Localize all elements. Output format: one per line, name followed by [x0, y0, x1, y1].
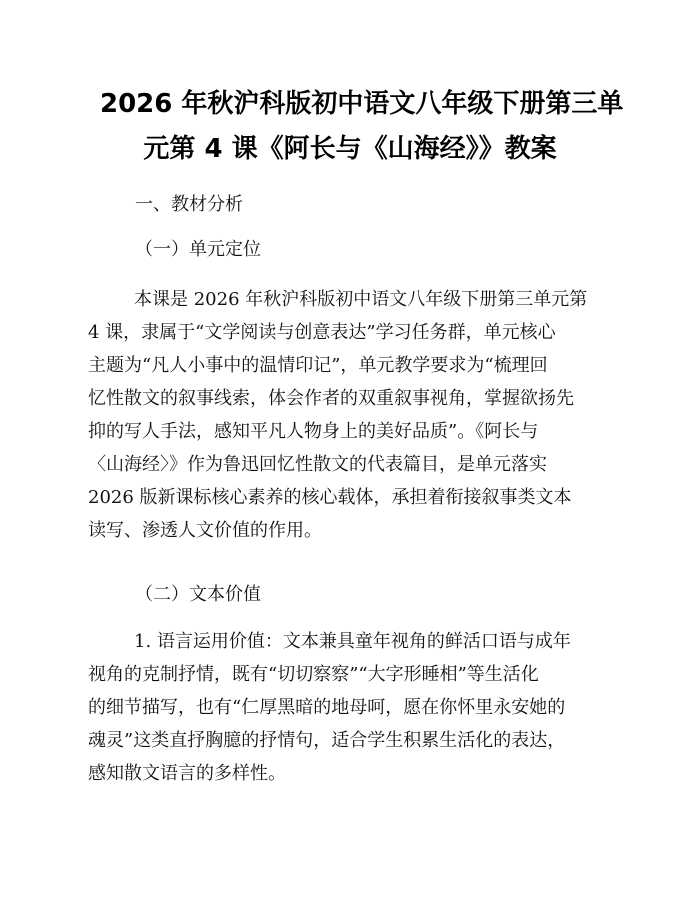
paragraph-line: 的细节描写，也有“仁厚黑暗的地母呵，愿在你怀里永安她的	[88, 697, 566, 718]
paragraph-line: 魂灵”这类直抒胸臆的抒情句，适合学生积累生活化的表达，	[88, 730, 566, 751]
paragraph-line: 〈山海经〉》作为鲁迅回忆性散文的代表篇目，是单元落实	[88, 454, 547, 475]
section-heading-textbook-analysis: 一、教材分析	[135, 194, 243, 215]
paragraph-language-value	[88, 625, 618, 790]
paragraph-line: 感知散文语言的多样性。	[88, 763, 286, 784]
paragraph-line: 主题为“凡人小事中的温情印记”，单元教学要求为“梳理回	[88, 355, 548, 376]
paragraph-line: 读写、渗透人文价值的作用。	[88, 520, 322, 541]
document-title-line-2: 元第 4 课《阿长与《山海经》》教案	[143, 134, 557, 164]
subsection-heading-unit-position: （一）单元定位	[135, 239, 261, 260]
paragraph-unit-position	[88, 283, 618, 547]
paragraph-line: 本课是 2026 年秋沪科版初中语文八年级下册第三单元第	[134, 289, 588, 310]
document-title-line-1: 2026 年秋沪科版初中语文八年级下册第三单	[100, 89, 624, 119]
paragraph-line: 2026 版新课标核心素养的核心载体，承担着衔接叙事类文本	[88, 487, 572, 508]
paragraph-line: 忆性散文的叙事线索，体会作者的双重叙事视角，掌握欲扬先	[88, 388, 574, 409]
paragraph-line: 视角的克制抒情，既有“切切察察”“大字形睡相”等生活化	[88, 664, 539, 685]
paragraph-line: 4 课，隶属于“文学阅读与创意表达”学习任务群，单元核心	[88, 322, 556, 343]
paragraph-line: 抑的写人手法，感知平凡人物身上的美好品质”。《阿长与	[88, 421, 539, 442]
paragraph-line: 1. 语言运用价值：文本兼具童年视角的鲜活口语与成年	[134, 631, 571, 652]
subsection-heading-text-value: （二）文本价值	[135, 584, 261, 605]
